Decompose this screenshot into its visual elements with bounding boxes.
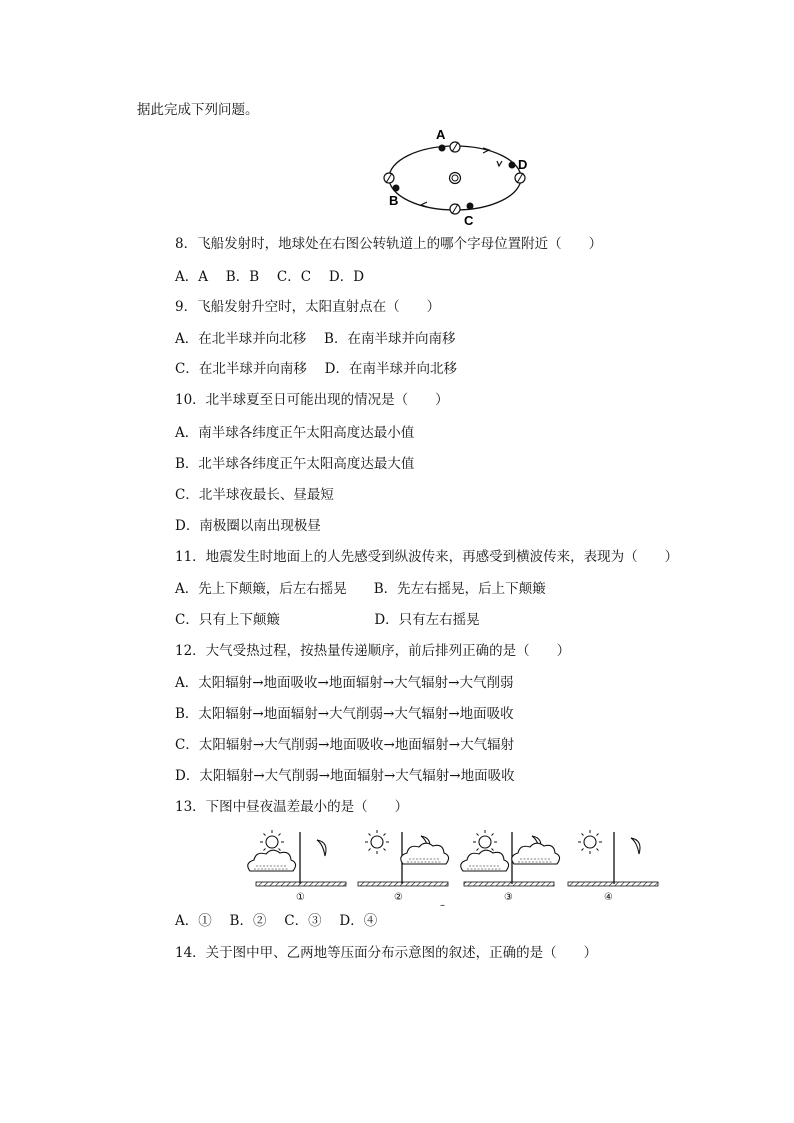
earth-icon — [384, 173, 394, 183]
q11-stem: 11．地震发生时地面上的人先感受到纵波传来，再感受到横波传来，表现为（ ） — [175, 549, 679, 565]
panel-1 — [248, 830, 346, 886]
earth-icon — [515, 173, 525, 183]
orbit-arrow — [483, 148, 489, 153]
earth-icon — [450, 142, 460, 152]
point-a — [439, 145, 446, 152]
q11-option-row: C．只有上下颠簸 D．只有左右摇晃 — [175, 612, 480, 628]
q10-option: D．南极圈以南出现极昼 — [175, 518, 321, 534]
q8-stem: 8．飞船发射时，地球处在右图公转轨道上的哪个字母位置附近（ ） — [175, 236, 603, 252]
intro-text: 据此完成下列问题。 — [137, 102, 259, 118]
q10-stem: 10．北半球夏至日可能出现的情况是（ ） — [175, 392, 449, 408]
q12-option: A．太阳辐射→地面吸收→地面辐射→大气辐射→大气削弱 — [175, 675, 514, 691]
panel-dash: – — [440, 900, 445, 911]
point-c — [467, 203, 474, 210]
q9-option-row: A．在北半球并向北移 B．在南半球并向南移 — [175, 331, 456, 347]
q14-stem: 14．关于图中甲、乙两地等压面分布示意图的叙述，正确的是（ ） — [175, 945, 598, 961]
q10-option: C．北半球夜最长、昼最短 — [175, 487, 334, 503]
q12-option: D．太阳辐射→大气削弱→地面辐射→大气辐射→地面吸收 — [175, 768, 515, 784]
day-night-panels — [250, 826, 670, 911]
orbit-arrow — [497, 161, 502, 166]
q9-stem: 9．飞船发射升空时，太阳直射点在（ ） — [175, 299, 441, 315]
label-b: B — [389, 193, 399, 208]
orbit-diagram — [375, 125, 535, 228]
q12-option: B．太阳辐射→地面辐射→大气削弱→大气辐射→地面吸收 — [175, 706, 514, 722]
point-d — [509, 162, 516, 169]
label-d: D — [518, 157, 528, 172]
label-a: A — [436, 127, 446, 142]
q12-option: C．太阳辐射→大气削弱→地面吸收→地面辐射→大气辐射 — [175, 737, 515, 753]
q9-option-row: C．在北半球并向南移 D．在南半球并向北移 — [175, 361, 457, 377]
panel-label-4: ④ — [604, 892, 613, 903]
q13-stem: 13．下图中昼夜温差最小的是（ ） — [175, 799, 409, 815]
q10-option: B．北半球各纬度正午太阳高度达最大值 — [175, 456, 415, 472]
q10-option: A．南半球各纬度正午太阳高度达最小值 — [175, 425, 415, 441]
q11-option-row: A．先上下颠簸，后左右摇晃 B．先左右摇晃，后上下颠簸 — [175, 581, 546, 597]
panel-label-1: ① — [296, 892, 305, 903]
sun-icon — [450, 173, 461, 184]
panel-label-3: ③ — [504, 892, 513, 903]
label-c: C — [464, 213, 474, 228]
panel-label-2: ② — [394, 892, 403, 903]
point-b — [393, 185, 400, 192]
q13-options: A．① B．② C．③ D．④ — [175, 913, 378, 929]
panel-4 — [568, 830, 658, 886]
q12-stem: 12．大气受热过程，按热量传递顺序，前后排列正确的是（ ） — [175, 643, 571, 659]
q8-options: A．A B．B C．C D．D — [175, 269, 365, 285]
panel-2 — [358, 830, 449, 886]
earth-icon — [450, 204, 460, 214]
orbit-path — [389, 146, 521, 210]
panel-3 — [461, 830, 560, 886]
